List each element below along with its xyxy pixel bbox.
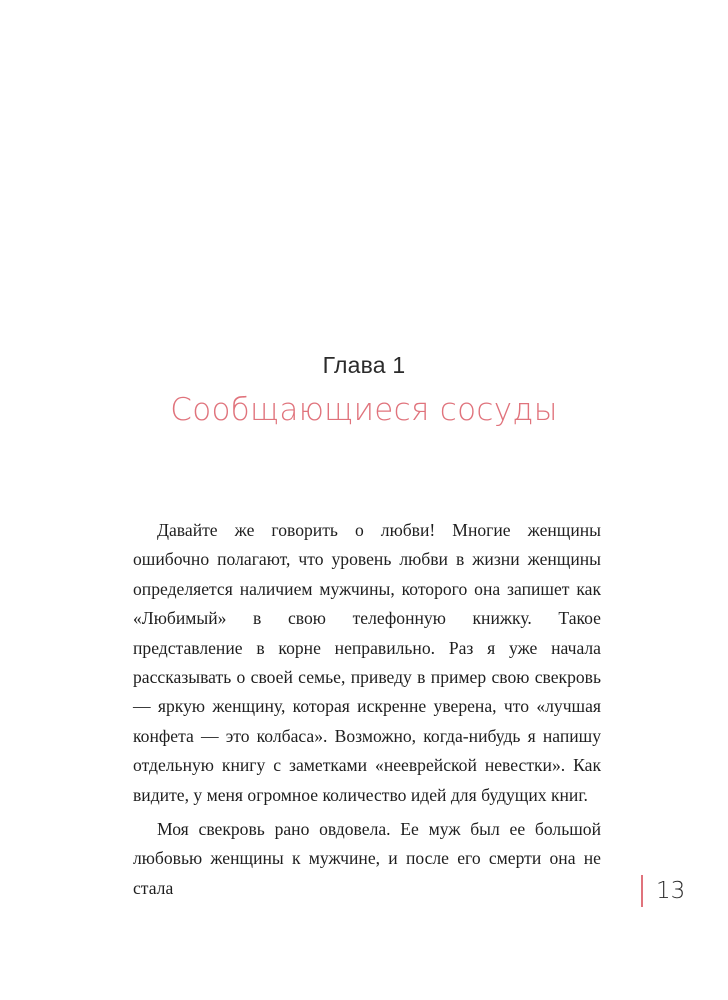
body-text [133, 516, 601, 903]
page-number: 13 [656, 878, 686, 904]
page-number-divider [641, 875, 643, 907]
chapter-label: Глава 1 [322, 352, 406, 378]
paragraph-1: Давайте же говорить о любви! Многие женщины ошибочно полагают, что уровень любви в жизни женщины определяется наличием мужчины, которого она запишет как «Любимый» в свою телефонную книжку. Такое представление в корне неправильно. Раз я уже начала рассказывать о своей семье, приведу в пример свою свекровь — яркую женщину, которая искренне уверена, что «лучшая конфета — это колбаса». Возможно, когда-нибудь я напишу отдельную книгу с заметками «нееврейской невестки». Как видите, у меня огромное количество идей для будущих книг. [133, 520, 601, 805]
chapter-title: Сообщающиеся сосуды [170, 392, 558, 428]
paragraph-2: Моя свекровь рано овдовела. Ее муж был ее большой любовью женщины к мужчине, и после его смерти она не стала [133, 819, 601, 898]
